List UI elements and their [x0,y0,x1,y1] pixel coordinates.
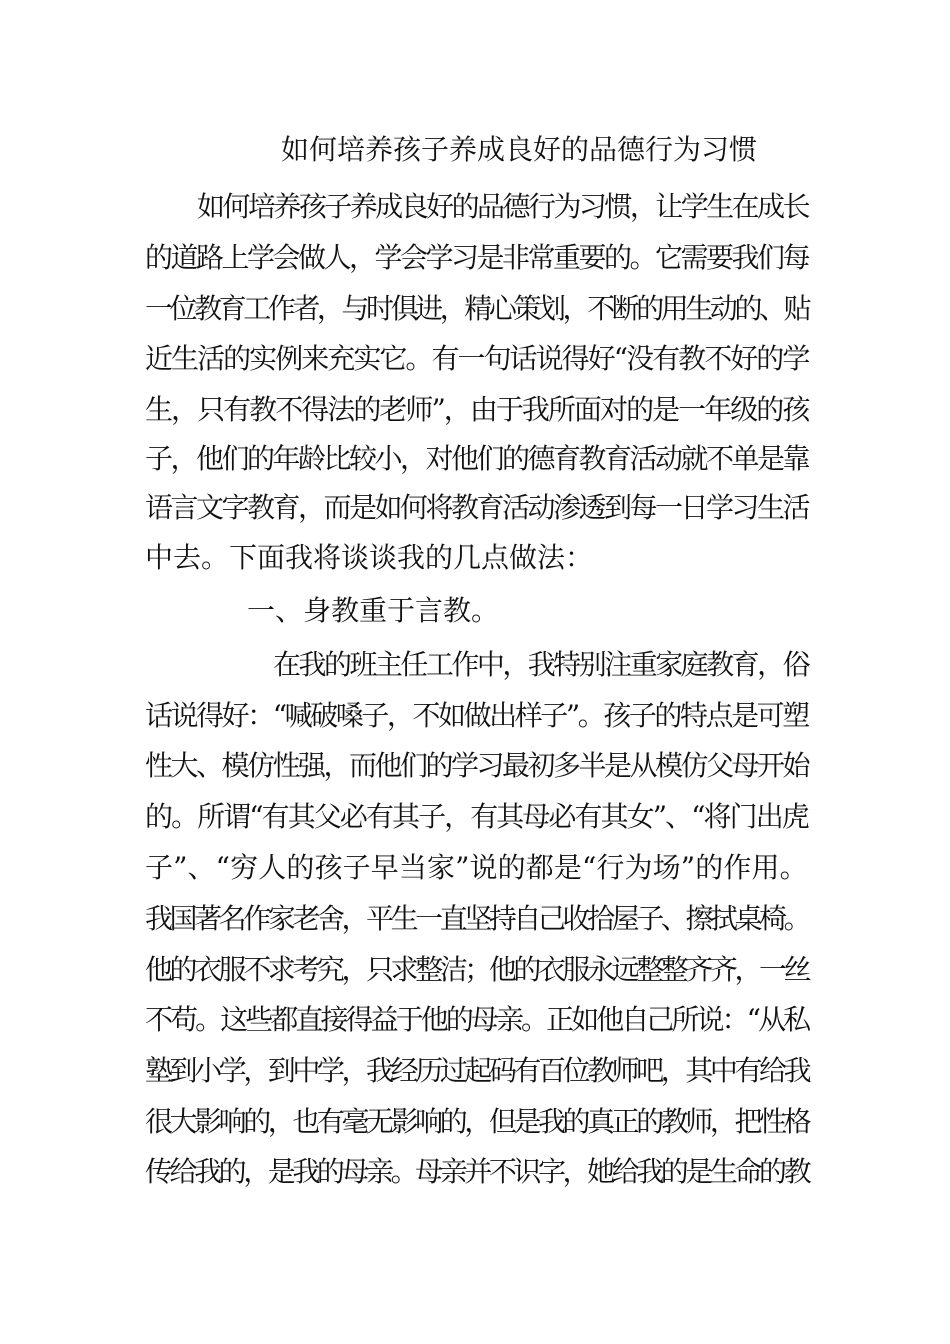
section-heading: 一、身教重于言教。 [247,594,500,627]
paragraph-2-line: 传给我的，是我的母亲。母亲并不识字，她给我的是生命的教 [145,1155,809,1188]
paragraph-2-line: 很大影响的，也有毫无影响的，但是我的真正的教师，把性格 [145,1105,809,1138]
paragraph-2-line: 他的衣服不求考究，只求整洁；他的衣服永远整整齐齐，一丝 [145,953,809,986]
paragraph-2-line: 塾到小学，到中学，我经历过起码有百位教师吧，其中有给我 [145,1054,809,1087]
paragraph-2-line: 在我的班主任工作中，我特别注重家庭教育，俗 [273,648,809,681]
document-title: 如何培养孩子养成良好的品德行为习惯 [280,133,757,166]
paragraph-1-line: 一位教育工作者，与时俱进，精心策划，不断的用生动的、贴 [145,292,809,325]
paragraph-1-line: 子，他们的年龄比较小，对他们的德育教育活动就不单是靠 [145,442,809,475]
paragraph-1-line: 语言文字教育，而是如何将教育活动渗透到每一日学习生活 [145,491,809,524]
paragraph-1-line: 中去。下面我将谈谈我的几点做法： [145,541,594,574]
paragraph-2-line: 话说得好：“喊破嗓子，不如做出样子”。孩子的特点是可塑 [145,699,808,732]
paragraph-2-line: 的。所谓“有其父必有其子，有其母必有其女”、“将门出虎 [145,800,808,833]
paragraph-1-line: 如何培养孩子养成良好的品德行为习惯，让学生在成长 [197,190,809,223]
paragraph-2-line: 性大、模仿性强，而他们的学习最初多半是从模仿父母开始 [145,749,809,782]
paragraph-1-line: 生，只有教不得法的老师”，由于我所面对的是一年级的孩 [145,393,809,426]
paragraph-1-line: 的道路上学会做人，学会学习是非常重要的。它需要我们每 [145,241,809,274]
paragraph-2-line: 我国著名作家老舍，平生一直坚持自己收拾屋子、擦拭桌椅。 [145,902,809,935]
paragraph-2-line: 子”、“穷人的孩子早当家”说的都是“行为场”的作用。 [145,851,808,884]
paragraph-1-line: 近生活的实例来充实它。有一句话说得好“没有教不好的学 [145,342,809,375]
paragraph-2-line: 不苟。这些都直接得益于他的母亲。正如他自己所说：“从私 [145,1003,809,1036]
